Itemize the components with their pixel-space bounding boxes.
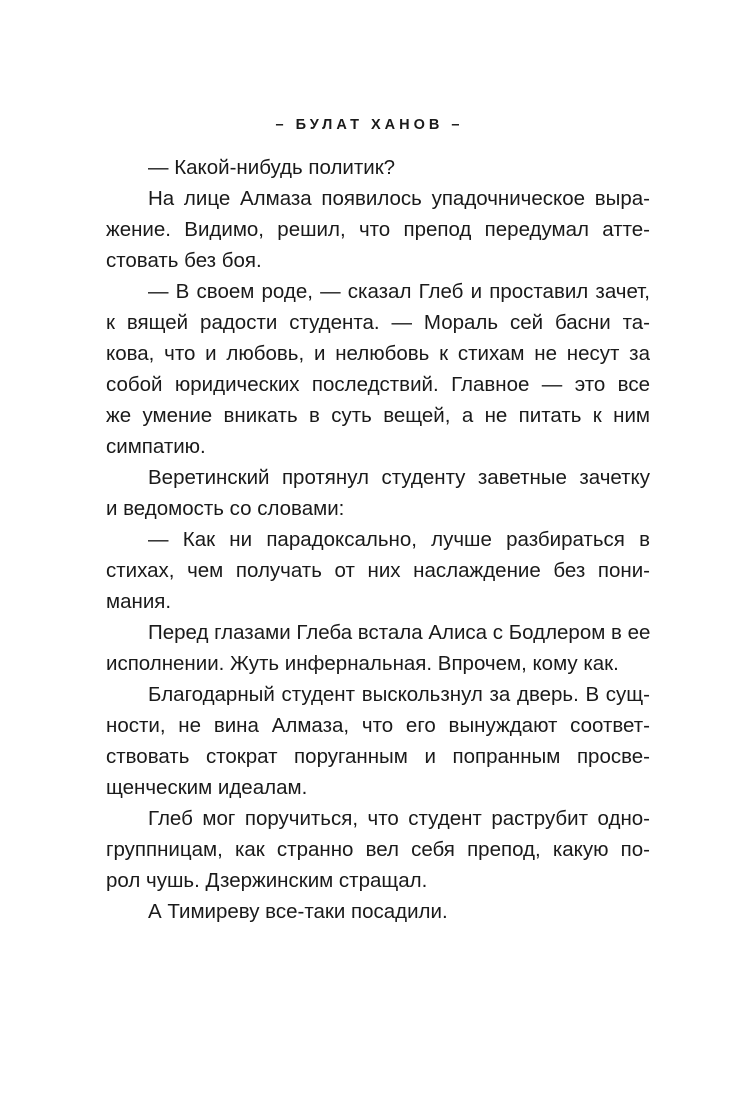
text-line: жение. Видимо, решил, что препод передумал атте- [106, 218, 650, 241]
text-line: Перед глазами Глеба встала Алиса с Бодлером в ее [148, 621, 650, 644]
text-line: симпатию. [106, 435, 206, 458]
text-line: — Какой-нибудь политик? [148, 156, 396, 179]
text-line: ствовать стократ поруганным и попранным просве- [106, 745, 650, 768]
text-line: — В своем роде, — сказал Глеб и проставил зачет, [148, 280, 650, 303]
text-line: ности, не вина Алмаза, что его вынуждают соответ- [106, 714, 650, 737]
text-line: Благодарный студент выскользнул за дверь. В сущ- [148, 683, 650, 706]
text-line: На лице Алмаза появилось упадочническое выра- [148, 187, 650, 210]
text-line: Глеб мог поручиться, что студент раструбит одно- [148, 807, 650, 830]
text-line: собой юридических последствий. Главное — это все [106, 373, 650, 396]
text-line: А Тимиреву все-таки посадили. [148, 900, 448, 923]
text-line: Веретинский протянул студенту заветные зачетку [148, 466, 650, 489]
text-line: рол чушь. Дзержинским стращал. [106, 869, 428, 892]
text-line: стихах, чем получать от них наслаждение без пони- [106, 559, 650, 582]
text-line: группницам, как странно вел себя препод, какую по- [106, 838, 650, 861]
text-line: щенческим идеалам. [106, 776, 308, 799]
text-line: исполнении. Жуть инфернальная. Впрочем, кому как. [106, 652, 619, 675]
text-line: мания. [106, 590, 172, 613]
text-line: кова, что и любовь, и нелюбовь к стихам не несут за [106, 342, 650, 365]
text-line: же умение вникать в суть вещей, а не питать к ним [106, 404, 650, 427]
text-line: стовать без боя. [106, 249, 262, 272]
body-text [106, 152, 650, 927]
text-line: — Как ни парадоксально, лучше разбираться в [148, 528, 650, 551]
text-line: к вящей радости студента. — Мораль сей басни та- [106, 311, 650, 334]
text-line: и ведомость со словами: [106, 497, 345, 520]
running-header: – БУЛАТ ХАНОВ – [275, 117, 464, 133]
